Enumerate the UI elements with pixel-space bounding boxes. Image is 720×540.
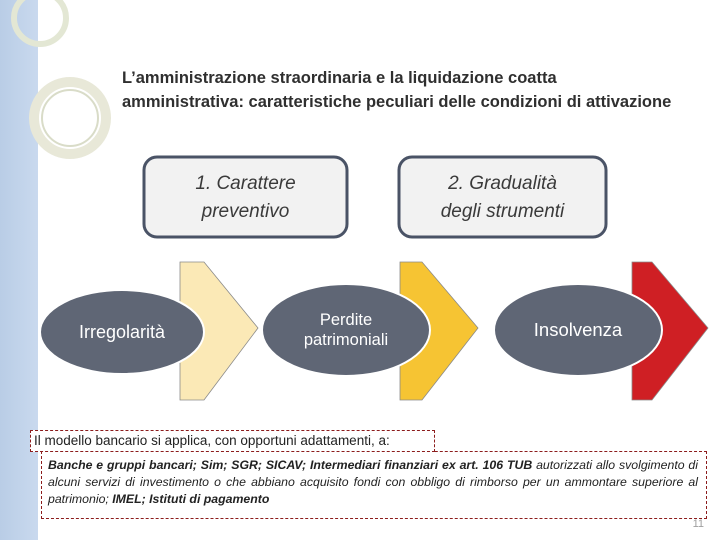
box-1-label <box>144 170 347 226</box>
box-1-line-2: preventivo <box>201 201 290 222</box>
stage-2-label <box>262 310 430 350</box>
note-segment-0: Banche e gruppi bancari; Sim; SGR; SICAV; Intermediari finanziari ex art. 106 TUB <box>48 458 533 472</box>
box-2-label <box>399 170 606 226</box>
stage-2-line-1: Perdite <box>319 311 373 329</box>
note-segment-2: IMEL; Istituti di pagamento <box>112 492 270 506</box>
box-1-line-1: 1. Carattere <box>195 173 296 194</box>
box-2-line-1: 2. Gradualità <box>448 173 557 194</box>
title-line-1: L’amministrazione straordinaria e la liquidazione coatta <box>122 69 557 87</box>
box-2-line-2: degli strumenti <box>440 201 565 222</box>
stage-1-label <box>40 320 204 344</box>
note-heading: Il modello bancario si applica, con opportuni adattamenti, a: <box>30 430 435 452</box>
note-body <box>41 451 707 519</box>
stage-2-line-2: patrimoniali <box>303 331 389 349</box>
stage-3-label <box>494 318 662 342</box>
page-number: 11 <box>692 518 704 530</box>
note-segment-1: autorizzati allo svolgimento di alcuni servizi di investimento o che abbiano acquisito fondi con obbligo di rimborso per un ammontare superiore al patrimonio; <box>48 458 698 506</box>
stage-3-text: Insolvenza <box>533 319 623 340</box>
stage-1-text: Irregolarità <box>78 322 166 342</box>
title-line-2: amministrativa: caratteristiche peculiari delle condizioni di attivazione <box>122 93 672 111</box>
